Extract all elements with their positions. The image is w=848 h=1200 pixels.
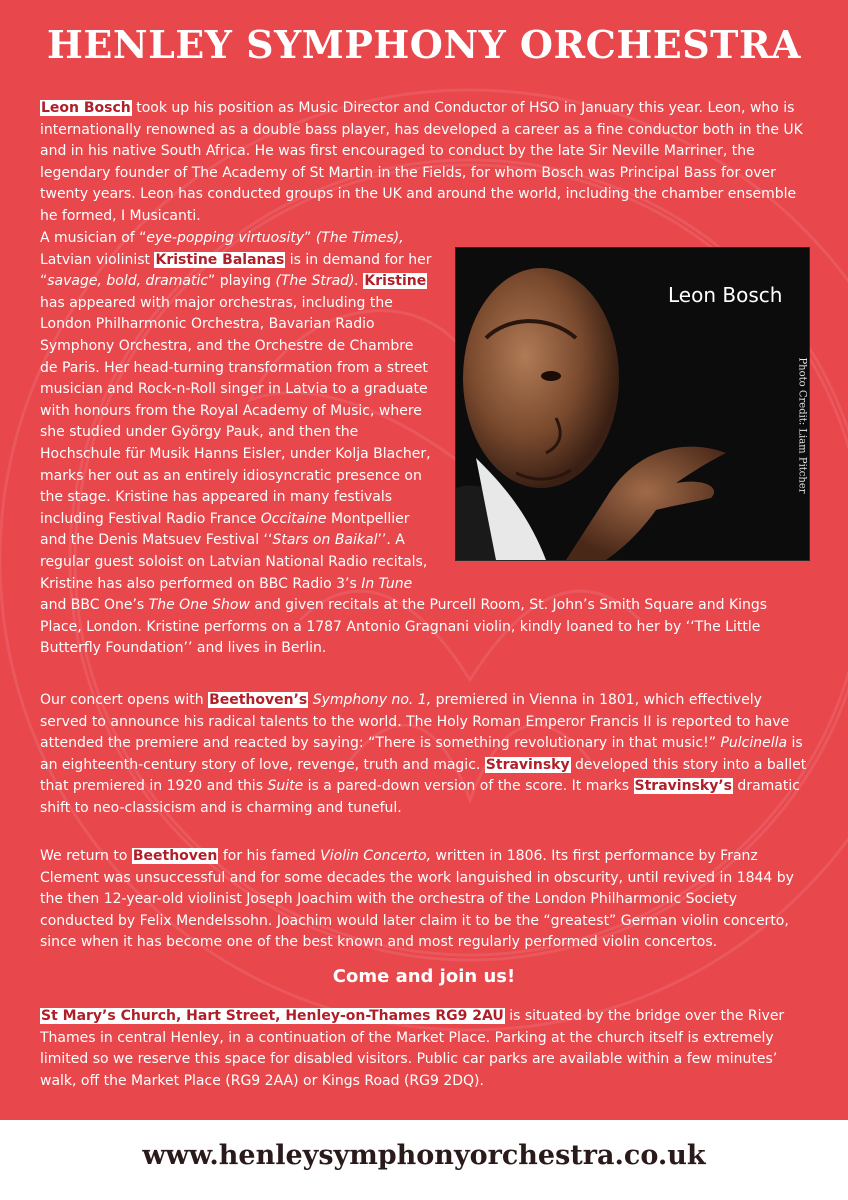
program-text: written in 1806. Its first performance by Franz Clement was unsuccessful and for some decades the work languished in obscurity, until revived in 1844 by the then 12-year-old violinist Joseph Joachim with the orchestra of the London Philharmonic Society conducted by Felix Mendelssohn. Joachim would later claim it to be the “greatest” German violin concerto, since when it has become one of the best known and most regularly performed violin concertos. [40,848,794,951]
program-text: is an eighteenth-century story of love, revenge, truth and magic. [40,735,803,773]
source-times: (The Times), [315,230,404,246]
intro-paragraph [40,98,810,228]
conductor-name: Leon Bosch [41,100,131,116]
soloist-name-short: Kristine [364,273,427,290]
work-violin-concerto: Violin Concerto, [320,848,432,864]
leon-bosch-photo [455,247,810,561]
program-text: for his famed [218,848,321,864]
work-symphony-1: Symphony no. 1, [312,692,432,708]
soloist-text: has appeared with major orchestras, including the London Philharmonic Orchestra, Bavarian Radio Symphony Orchestra, and the Orchestre de Chambre de Paris. Her head-turning transformation from a street musician and Rock-n-Roll singer in Latvia to a graduate with honours from the Royal Academy of Music, where she studied under György Pauk, and then the Hochschule für Musik Hanns Eisler, under Kolja Blacher, marks her out as an entirely idiosyncratic presence on the stage. Kristine has appeared in many festivals including Festival Radio France [40,294,431,527]
festival-occitaine: Occitaine [260,510,327,527]
composer-beethoven: Beethoven [132,848,218,864]
program-text: developed this story into a ballet that premiered in 1920 and this [40,756,807,795]
page-title: HENLEY SYMPHONY ORCHESTRA [46,22,802,67]
intro-text: took up his position as Music Director and Conductor of HSO in January this year. Leon, who is internationally renowned as a double bass player, has developed a career as a fine conductor both in the UK and in his native South Africa. He was first encouraged to conduct by the late Sir Neville Marriner, the legendary founder of The Academy of St Martin in the Fields, for whom Bosch was Principal Bass for over twenty years. Leon has conducted groups in the UK and around the world, including the chamber ensemble he formed, I Musicanti. [40,100,803,224]
soloist-text: ” [304,230,316,246]
soloist-text: and BBC One’s [40,597,149,614]
quote-times: eye-popping virtuosity [146,230,305,246]
composer-stravinsky-possessive: Stravinsky’s [634,778,732,795]
venue-paragraph [40,1006,810,1092]
program-text: is a pared-down version of the score. It marks [303,778,634,795]
source-strad: (The Strad). [275,273,359,290]
program-paragraph-2 [40,846,810,954]
venue-text: is situated by the bridge over the River Thames in central Henley, in a continuation of the Market Place. Parking at the church itself is extremely limited so we reserve this space for disabled visitors. Public car parks are available within a few minutes’ walk, off the Market Place (RG9 2AA) or Kings Road (RG9 2DQ). [40,1008,785,1089]
call-to-action: Come and join us! [332,966,516,987]
soloist-text: Latvian violinist [40,251,155,268]
venue-address: St Mary’s Church, Hart Street, Henley-on-Thames RG9 2AU [41,1008,504,1024]
show-in-tune: In Tune [361,575,413,592]
show-the-one-show: The One Show [148,597,250,614]
soloist-text: A musician of “ [40,230,147,246]
program-text: premiered in Vienna in 1801, which effectively served to announce his radical talents to the world. The Holy Roman Emperor Francis II is reported to have attended the premiere and reacted by saying: “There is something revolutionary in that music!” [40,692,790,752]
program-text: We return to [40,848,132,864]
program-paragraph-1 [40,690,810,820]
program-intro: Our concert opens with [40,692,209,708]
website-link[interactable]: www.henleysymphonyorchestra.co.uk [142,1140,706,1171]
work-pulcinella: Pulcinella [720,735,788,752]
photo-credit: Photo Credit: Liam Pitcher [796,357,808,494]
soloist-text: ’’. A regular guest soloist on Latvian National Radio recitals, Kristine has also performed on BBC Radio 3’s [40,532,428,592]
work-suite: Suite [267,778,304,795]
composer-stravinsky: Stravinsky [485,756,570,773]
soloist-text: and given recitals at the Purcell Room, St. John’s Smith Square and Kings Place, London. Kristine performs on a 1787 Antonio Gragnani violin, kindly loaned to her by ‘‘The Little Butterfly Foundation’’ and lives in Berlin. [40,597,768,657]
soloist-text: Montpellier and the Denis Matsuev Festival ‘‘ [40,510,410,549]
composer-beethoven: Beethoven’s [209,692,308,708]
quote-strad: savage, bold, dramatic [47,273,209,290]
soloist-text: ” playing [208,273,276,290]
program-text: dramatic shift to neo-classicism and is charming and tuneful. [40,778,800,816]
soloist-name: Kristine Balanas [155,251,285,268]
photo-caption-name: Leon Bosch [668,283,783,307]
footer-bar [0,1120,848,1200]
festival-stars-on-baikal: Stars on Baikal [272,532,378,549]
soloist-text: is in demand for her “ [40,251,432,290]
